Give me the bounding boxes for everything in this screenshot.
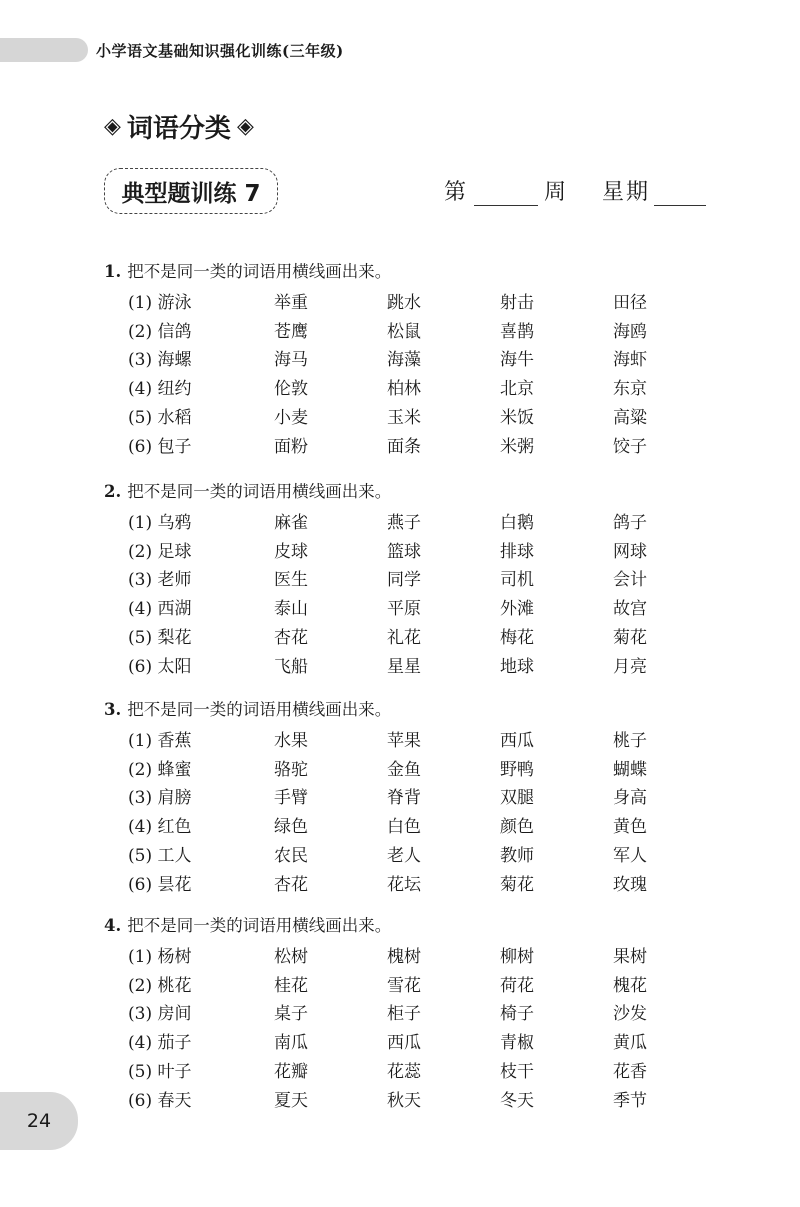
word-item[interactable]: (6) 包子 (128, 436, 192, 457)
word-item[interactable]: 松鼠 (387, 321, 421, 342)
word-row (104, 969, 726, 998)
word-item[interactable]: 枝干 (500, 1062, 534, 1083)
word-item[interactable]: 高粱 (613, 408, 647, 429)
word-item[interactable]: 黄色 (613, 817, 647, 838)
word-item[interactable]: 平原 (387, 599, 421, 620)
word-row (104, 535, 726, 564)
word-item[interactable]: 槐花 (613, 975, 647, 996)
word-item[interactable]: 花坛 (387, 874, 421, 895)
word-item[interactable]: 北京 (500, 379, 534, 400)
word-item[interactable]: 菊花 (613, 628, 647, 649)
word-item[interactable]: 会计 (613, 570, 647, 591)
word-item[interactable]: 燕子 (387, 512, 421, 533)
word-item[interactable]: (1) 杨树 (128, 946, 192, 967)
question-number: 3. (104, 700, 122, 719)
word-row (104, 564, 726, 593)
word-item[interactable]: 桌子 (274, 1004, 308, 1025)
question-number: 4. (104, 916, 122, 935)
question-4 (104, 912, 726, 1113)
word-item[interactable]: (4) 西湖 (128, 599, 192, 620)
word-item[interactable]: 司机 (500, 570, 534, 591)
word-item[interactable]: 老人 (387, 846, 421, 867)
word-row (104, 372, 726, 401)
word-row (104, 839, 726, 868)
word-item[interactable]: (5) 工人 (128, 846, 192, 867)
word-item[interactable]: 夏天 (274, 1090, 308, 1111)
word-item[interactable]: 双腿 (500, 788, 534, 809)
word-item[interactable]: 颜色 (500, 817, 534, 838)
word-row (104, 592, 726, 621)
word-item[interactable]: 军人 (613, 846, 647, 867)
diamond-right-icon: ◈ (236, 114, 254, 139)
word-item[interactable]: 骆驼 (274, 759, 308, 780)
word-item[interactable]: 槐树 (387, 946, 421, 967)
question-1 (104, 258, 726, 459)
word-item[interactable]: 医生 (274, 570, 308, 591)
word-item[interactable]: 举重 (274, 292, 308, 313)
word-item[interactable]: (3) 肩膀 (128, 788, 192, 809)
week-line (444, 175, 706, 206)
week-zhou-label: 周 (544, 180, 569, 205)
word-item[interactable]: 海鸥 (613, 321, 647, 342)
word-item[interactable]: (2) 桃花 (128, 975, 192, 996)
word-item[interactable]: 荷花 (500, 975, 534, 996)
word-item[interactable]: 手臂 (274, 788, 308, 809)
word-item[interactable]: 海虾 (613, 350, 647, 371)
word-item[interactable]: 喜鹊 (500, 321, 534, 342)
word-row (104, 401, 726, 430)
word-item[interactable]: 田径 (613, 292, 647, 313)
page-number-tab (0, 1092, 78, 1150)
word-item[interactable]: 飞船 (274, 656, 308, 677)
word-item[interactable]: 金鱼 (387, 759, 421, 780)
word-item[interactable]: (4) 红色 (128, 817, 192, 838)
word-item[interactable]: 身高 (613, 788, 647, 809)
word-item[interactable]: 柳树 (500, 946, 534, 967)
word-item[interactable]: 冬天 (500, 1090, 534, 1111)
word-item[interactable]: 海藻 (387, 350, 421, 371)
word-item[interactable]: (1) 乌鸦 (128, 512, 192, 533)
header-tab (0, 38, 88, 62)
word-item[interactable]: 柏林 (387, 379, 421, 400)
question-instruction (104, 696, 726, 724)
word-row (104, 810, 726, 839)
diamond-left-icon: ◈ (104, 114, 121, 139)
word-item[interactable]: 花蕊 (387, 1062, 421, 1083)
word-item[interactable]: 米粥 (500, 436, 534, 457)
word-item[interactable]: 杏花 (274, 874, 308, 895)
question-3 (104, 696, 726, 897)
question-instruction-text: 把不是同一类的词语用横线画出来。 (127, 700, 392, 719)
word-item[interactable]: 面粉 (274, 436, 308, 457)
word-row (104, 286, 726, 315)
word-item[interactable]: 射击 (500, 292, 534, 313)
word-row (104, 998, 726, 1027)
word-item[interactable]: 松树 (274, 946, 308, 967)
word-item[interactable]: 南瓜 (274, 1033, 308, 1054)
question-number: 2. (104, 482, 122, 501)
word-item[interactable]: 同学 (387, 570, 421, 591)
word-item[interactable]: (6) 春天 (128, 1090, 192, 1111)
word-row (104, 344, 726, 373)
word-item[interactable]: 水果 (274, 730, 308, 751)
word-item[interactable]: 青椒 (500, 1033, 534, 1054)
book-title: 小学语文基础知识强化训练(三年级) (96, 42, 344, 60)
word-item[interactable]: 东京 (613, 379, 647, 400)
word-item[interactable]: 菊花 (500, 874, 534, 895)
word-item[interactable]: 故宫 (613, 599, 647, 620)
question-number: 1. (104, 262, 122, 281)
word-item[interactable]: 玫瑰 (613, 874, 647, 895)
word-item[interactable]: (3) 老师 (128, 570, 192, 591)
word-item[interactable]: 海马 (274, 350, 308, 371)
question-instruction (104, 478, 726, 506)
word-item[interactable]: (5) 叶子 (128, 1062, 192, 1083)
word-row (104, 753, 726, 782)
word-item[interactable]: 排球 (500, 541, 534, 562)
word-row (104, 724, 726, 753)
word-item[interactable]: 小麦 (274, 408, 308, 429)
word-item[interactable]: 外滩 (500, 599, 534, 620)
weekday-blank[interactable] (654, 179, 706, 206)
word-item[interactable]: 桂花 (274, 975, 308, 996)
word-item[interactable]: 黄瓜 (613, 1033, 647, 1054)
word-row (104, 1026, 726, 1055)
word-item[interactable]: 皮球 (274, 541, 308, 562)
word-item[interactable]: 米饭 (500, 408, 534, 429)
word-item[interactable]: 果树 (613, 946, 647, 967)
word-item[interactable]: (3) 海螺 (128, 350, 192, 371)
word-item[interactable]: 秋天 (387, 1090, 421, 1111)
word-item[interactable]: 雪花 (387, 975, 421, 996)
word-item[interactable]: (1) 香蕉 (128, 730, 192, 751)
word-item[interactable]: 农民 (274, 846, 308, 867)
word-item[interactable]: (4) 茄子 (128, 1033, 192, 1054)
word-row (104, 506, 726, 535)
word-item[interactable]: 桃子 (613, 730, 647, 751)
word-item[interactable]: 苍鹰 (274, 321, 308, 342)
word-item[interactable]: 柜子 (387, 1004, 421, 1025)
word-item[interactable]: 玉米 (387, 408, 421, 429)
exercise-banner-label: 典型题训练 7 (121, 180, 261, 207)
word-item[interactable]: 礼花 (387, 628, 421, 649)
question-instruction-text: 把不是同一类的词语用横线画出来。 (127, 916, 392, 935)
question-instruction-text: 把不是同一类的词语用横线画出来。 (127, 482, 392, 501)
word-item[interactable]: 跳水 (387, 292, 421, 313)
week-blank[interactable] (474, 179, 538, 206)
word-item[interactable]: 鸽子 (613, 512, 647, 533)
word-item[interactable]: (5) 水稻 (128, 408, 192, 429)
word-item[interactable]: 地球 (500, 656, 534, 677)
word-item[interactable]: (2) 蜂蜜 (128, 759, 192, 780)
word-row (104, 782, 726, 811)
word-row (104, 868, 726, 897)
word-item[interactable]: 绿色 (274, 817, 308, 838)
word-item[interactable]: 伦敦 (274, 379, 308, 400)
word-item[interactable]: 梅花 (500, 628, 534, 649)
word-item[interactable]: 教师 (500, 846, 534, 867)
word-row (104, 650, 726, 679)
word-item[interactable]: 季节 (613, 1090, 647, 1111)
section-title (104, 108, 254, 145)
word-item[interactable]: (2) 足球 (128, 541, 192, 562)
word-item[interactable]: 白色 (387, 817, 421, 838)
word-item[interactable]: 椅子 (500, 1004, 534, 1025)
word-item[interactable]: 饺子 (613, 436, 647, 457)
word-item[interactable]: 花瓣 (274, 1062, 308, 1083)
word-item[interactable]: 海牛 (500, 350, 534, 371)
word-row (104, 1084, 726, 1113)
word-item[interactable]: (6) 太阳 (128, 656, 192, 677)
exercise-banner (104, 168, 278, 214)
word-item[interactable]: 麻雀 (274, 512, 308, 533)
section-title-text: 词语分类 (126, 114, 231, 144)
word-item[interactable]: (4) 纽约 (128, 379, 192, 400)
question-2 (104, 478, 726, 679)
word-item[interactable]: (3) 房间 (128, 1004, 192, 1025)
week-di-label: 第 (444, 180, 469, 205)
word-item[interactable]: (2) 信鸽 (128, 321, 192, 342)
word-row (104, 1055, 726, 1084)
word-item[interactable]: 野鸭 (500, 759, 534, 780)
word-item[interactable]: (5) 梨花 (128, 628, 192, 649)
word-row (104, 621, 726, 650)
question-instruction (104, 258, 726, 286)
word-item[interactable]: 花香 (613, 1062, 647, 1083)
word-row (104, 940, 726, 969)
word-row (104, 430, 726, 459)
word-item[interactable]: 沙发 (613, 1004, 647, 1025)
word-item[interactable]: 白鹅 (500, 512, 534, 533)
word-item[interactable]: 篮球 (387, 541, 421, 562)
word-item[interactable]: 面条 (387, 436, 421, 457)
word-item[interactable]: (1) 游泳 (128, 292, 192, 313)
word-item[interactable]: 月亮 (613, 656, 647, 677)
question-instruction-text: 把不是同一类的词语用横线画出来。 (127, 262, 392, 281)
word-item[interactable]: 西瓜 (500, 730, 534, 751)
word-item[interactable]: 脊背 (387, 788, 421, 809)
question-instruction (104, 912, 726, 940)
word-item[interactable]: (6) 昙花 (128, 874, 192, 895)
word-item[interactable]: 杏花 (274, 628, 308, 649)
weekday-label: 星期 (602, 180, 651, 205)
word-item[interactable]: 泰山 (274, 599, 308, 620)
word-item[interactable]: 星星 (387, 656, 421, 677)
word-item[interactable]: 西瓜 (387, 1033, 421, 1054)
word-item[interactable]: 苹果 (387, 730, 421, 751)
page-number: 24 (26, 1110, 52, 1132)
word-item[interactable]: 蝴蝶 (613, 759, 647, 780)
word-item[interactable]: 网球 (613, 541, 647, 562)
word-row (104, 315, 726, 344)
